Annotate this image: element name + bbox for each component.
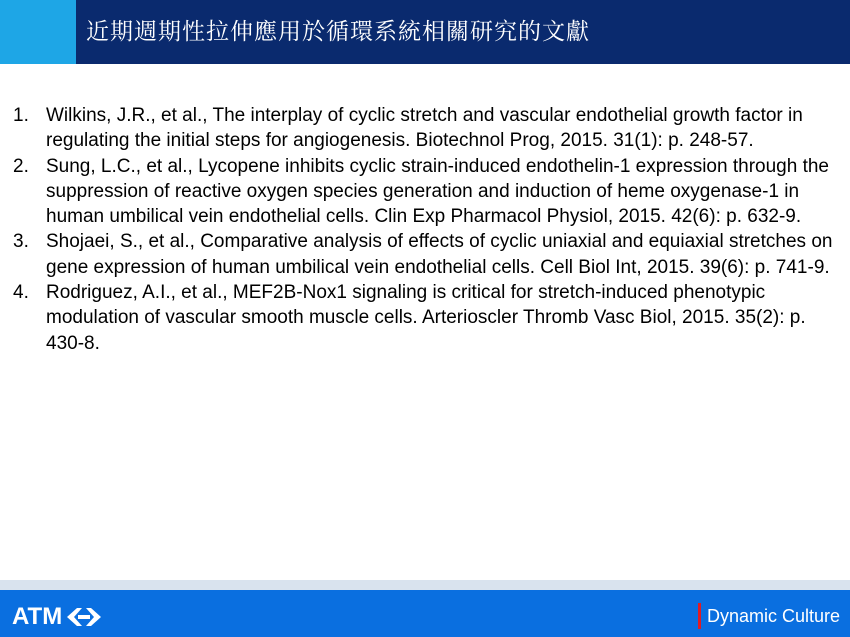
reference-number: 1. — [13, 105, 29, 126]
reference-number: 3. — [13, 231, 29, 253]
tagline-accent-bar — [698, 603, 701, 629]
reference-text: Rodriguez, A.I., et al., MEF2B-Nox1 signaling is critical for stretch-induced phenotypic modulation of vascular smooth muscle cells. Arterioscler Thromb Vasc Biol, 2015. 35(2): p. 430-8. — [46, 282, 806, 354]
footer-separator — [0, 580, 850, 590]
reference-item — [13, 229, 841, 280]
reference-item — [13, 103, 841, 154]
reference-text: Sung, L.C., et al., Lycopene inhibits cyclic strain-induced endothelin-1 expression through the suppression of reactive oxygen species generation and induction of heme oxygenase-1 in human umbilical vein endothelial cells. Clin Exp Pharmacol Physiol, 2015. 42(6): p. 632-9. — [46, 155, 829, 228]
reference-text: Wilkins, J.R., et al., The interplay of cyclic stretch and vascular endothelial growth factor in regulating the initial steps for angiogenesis. Biotechnol Prog, 2015. 31(1): p. 248-57. — [46, 105, 803, 152]
slide-title: 近期週期性拉伸應用於循環系統相關研究的文獻 — [86, 19, 590, 45]
slide-header — [0, 0, 850, 64]
header-accent-block — [0, 0, 76, 64]
reference-text: Shojaei, S., et al., Comparative analysis of effects of cyclic uniaxial and equiaxial stretches on gene expression of human umbilical vein endothelial cells. Cell Biol Int, 2015. 39(6): p. 741-9. — [46, 231, 833, 278]
double-arrow-icon — [65, 605, 103, 629]
footer-tagline — [698, 603, 840, 629]
reference-number: 4. — [13, 282, 29, 304]
reference-item — [13, 280, 841, 356]
reference-list — [13, 103, 841, 356]
tagline-text: Dynamic Culture — [706, 606, 840, 626]
logo-text: ATM — [12, 603, 63, 630]
reference-number: 2. — [13, 155, 29, 177]
reference-item — [13, 154, 841, 230]
atm-logo — [12, 603, 103, 631]
